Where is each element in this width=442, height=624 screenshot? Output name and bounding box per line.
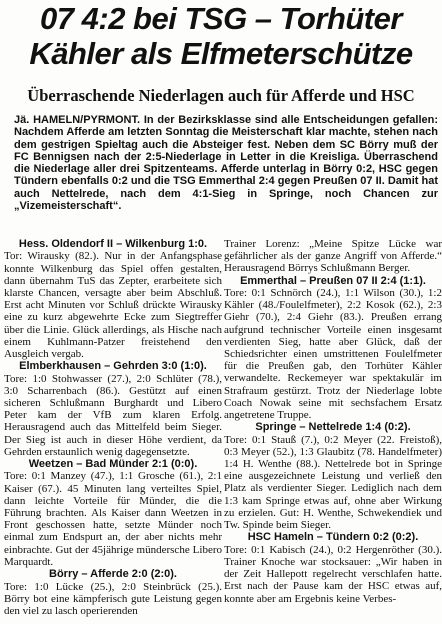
game-report: Tore: 0:1 Kabisch (24.), 0:2 Hergenröther (30.). Trainer Knoche war stocksauer: „Wir haben in der Zeit Hallepott regelrecht verschlafen hatte. Erst nach der Pause kam der HSC etwas auf, konnte aber am Ergebnis keine Verbes- bbox=[224, 543, 442, 605]
game-report: Tor: Wirausky (82.). Nur in der Anfangsphase konnte Wilkenburg das Spiel offen gestalten, dann übernahm TuS das Zepter, erarbeitete sich klarste Chancen, versagte aber beim Abschluß. Erst acht Minuten vor Schluß drückte Wirausky eine zu kurz abgewehrte Ecke zum Siegtreffer über die Linie. Glück allerdings, als Hische nach einem Kuhlmann-Patzer freistehend den Ausgleich vergab. bbox=[4, 250, 222, 361]
game-heading: Elmberkhausen – Gehrden 3:0 (1:0). bbox=[19, 360, 207, 373]
lead-paragraph: Jä. HAMELN/PYRMONT. In der Bezirksklasse sind alle Entscheidungen gefallen: Nachdem Afferde am letzten Sonntag die Meisterschaft klar machte, stehen nach dem gestrigen Spieltag auch die Absteiger fest. Neben dem SC Börry muß der FC Bennigsen nach der 2:5-Niederlage in Letter in die Kreisliga. Überraschend die Niederlage aller drei Spitzenteams. Afferde unterlag in Börry 0:2, HSC gegen Tündern ebenfalls 0:2 und die TSG Emmerthal 2:4 gegen Preußen 07 II. Damit hat auch Nettelrede, nach dem 4:1-Sieg in Springe, noch Chancen zur „Vizemeisterschaft“. bbox=[14, 114, 438, 213]
game-report: Tore: 0:1 Manzey (47.), 1:1 Grosche (61.), 2:1 Kaiser (67.). 45 Minuten lang verteiltes Spiel, dann leichte Vorteile für Münder, die die Führung brachten. Als Kaiser dann Weetzen in Front geschossen hatte, setzte Münder noch einmal zum Endspurt an, der aber nichts mehr einbrachte. Gut der 45jährige mündersche Libero Marquardt. bbox=[4, 470, 222, 568]
game-heading: Weetzen – Bad Münder 2:1 (0:0). bbox=[28, 458, 198, 471]
game-heading: Börry – Afferde 2:0 (2:0). bbox=[49, 568, 177, 581]
game-heading: Springe – Nettelrede 1:4 (0:2). bbox=[255, 421, 411, 434]
game-report: Tore: 0:1 Stauß (7.), 0:2 Meyer (22. Freistoß), 0:3 Meyer (52.), 1:3 Glaubitz (78. Handelfmeter) 1:4 H. Wenthe (88.). Nettelrede bot in Springe eine ausgezeichnete Leistung und verließ den Platz als verdienter Sieger. Lediglich nach dem 1:3 kam Springe etwas auf, ohne aber Wirkung zu erzielen. Gut: H. Wenthe, Schwekendiek und Tw. Spinde beim Sieger. bbox=[224, 433, 442, 532]
game-heading: Hess. Oldendorf II – Wilkenburg 1:0. bbox=[18, 238, 208, 250]
right-column bbox=[224, 238, 442, 605]
game-report: Tore: 0:1 Schnörch (24.), 1:1 Wilson (30.), 1:2 Kähler (48./Foulelfmeter), 2:2 Kosok (62.), 2:3 Giehr (70.), 2:4 Giehr (83.). Preußen errang aufgrund technischer Vorteile einen insgesamt verdienten Sieg, hatte aber Glück, daß der Schiedsrichter einen umstrittenen Foulelfmeter für die Preußen gab, den Torhüter Kähler verwandelte. Reckemeyer war spektakulär im Strafraum gestürzt. Trotz der Niederlage lobte Coach Nowak seine mit sechsfachem Ersatz angetretene Truppe. bbox=[224, 287, 442, 422]
left-column bbox=[4, 238, 222, 617]
game-report: Tore: 1:0 Lücke (25.), 2:0 Steinbrück (25.). Börry bot eine kämpferisch gute Leistung gegen den viel zu lasch operierenden bbox=[4, 580, 222, 617]
game-report: Trainer Lorenz: „Meine Spitze Lücke war gefährlicher als der ganze Angriff von Afferde.“ Herausragend Börrys Schlußmann Berger. bbox=[224, 238, 442, 275]
game-heading: HSC Hameln – Tündern 0:2 (0:2). bbox=[247, 531, 419, 544]
subheadline: Überraschende Niederlagen auch für Afferde und HSC bbox=[27, 86, 415, 105]
headline-line-1: 07 4:2 bei TSG – Torhüter bbox=[40, 1, 402, 36]
game-report: Tore: 1:0 Stohwasser (27.), 2:0 Schlüter (78.), 3:0 Scharrenbach (86.). Gestützt auf einen sicheren Schlußmann Burghardt und Libero Peter kam der VfB zum klaren Erfolg. Herausragend auch das Mittelfeld beim Sieger. Der Sieg ist auch in dieser Höhe verdient, da Gehrden erstaunlich wenig dagegensetzte. bbox=[4, 372, 222, 458]
game-heading: Emmerthal – Preußen 07 II 2:4 (1:1). bbox=[240, 274, 426, 287]
headline-line-2: Kähler als Elfmeterschütze bbox=[29, 36, 413, 71]
